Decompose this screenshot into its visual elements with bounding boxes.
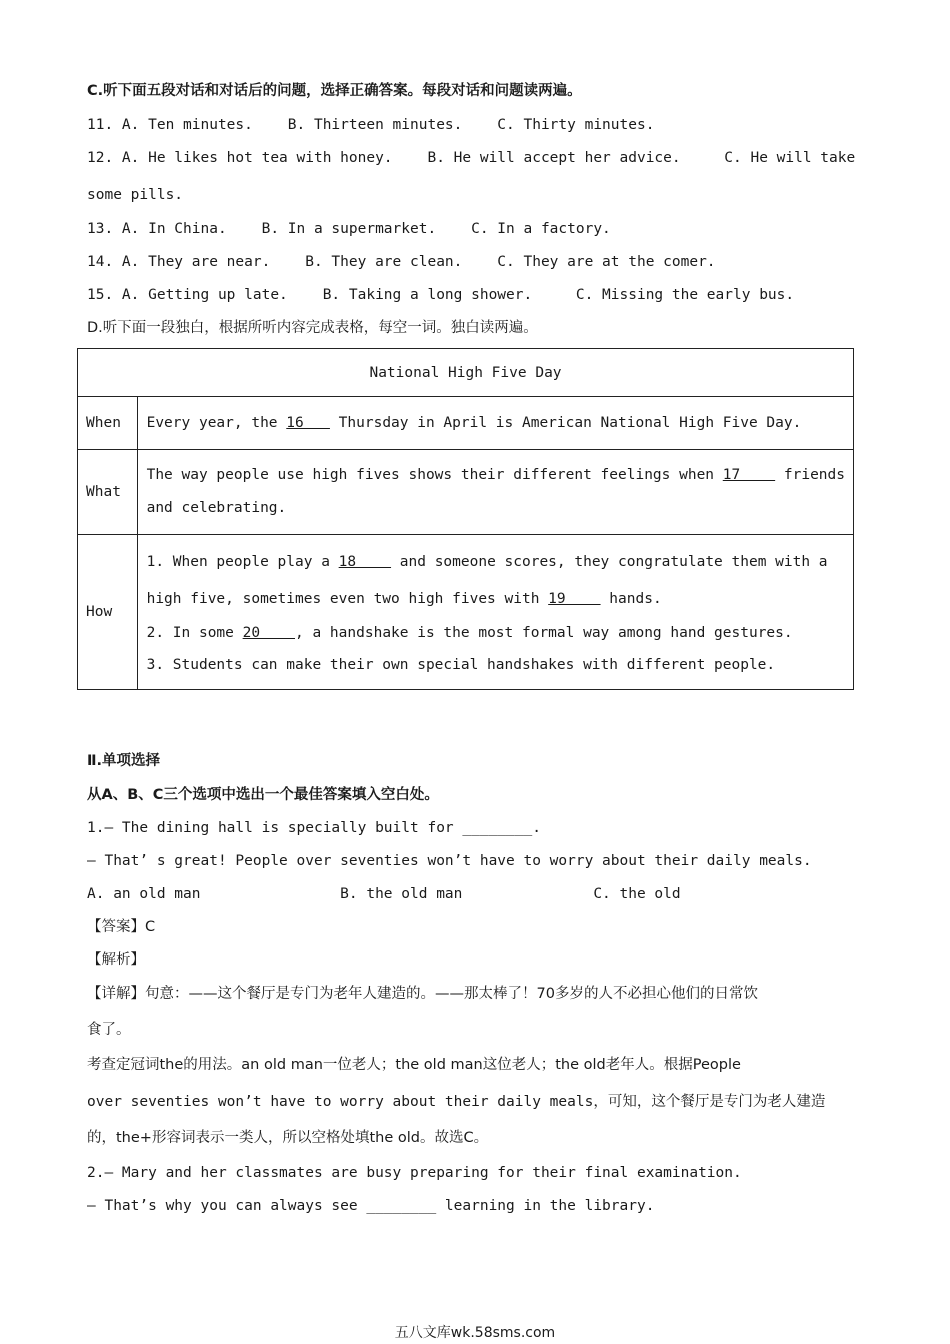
- blank-16: 16: [286, 415, 330, 431]
- section-ii-heading: Ⅱ.单项选择: [87, 753, 161, 769]
- question-2: 2.— Mary and her classmates are busy preparing for their final examination.: [87, 1165, 742, 1181]
- what-label: What: [78, 450, 138, 535]
- high-five-table: [77, 348, 854, 690]
- section-d-heading: D.听下面一段独白，根据所听内容完成表格，每空一词。独白读两遍。: [87, 320, 538, 336]
- detail-line-1: 【详解】句意：——这个餐厅是专门为老年人建造的。——那太棒了！70多岁的人不必担心他们的日常饮: [87, 986, 758, 1002]
- question-1-reply: — That’ s great! People over seventies won’t have to worry about their daily meals.: [87, 853, 812, 869]
- blank-17: 17: [722, 467, 776, 483]
- detail-line-2: 食了。: [87, 1022, 131, 1038]
- footer-watermark: 五八文库wk.58sms.com: [394, 1325, 556, 1341]
- question-1: 1.— The dining hall is specially built for ________.: [87, 820, 541, 836]
- explain-line-2: over seventies won’t have to worry about their daily meals，可知，这个餐厅是专门为老人建造: [87, 1094, 826, 1110]
- question-12-cont: some pills.: [87, 187, 184, 203]
- question-2-reply: — That’s why you can always see ________ learning in the library.: [87, 1198, 655, 1214]
- when-label: When: [78, 397, 138, 450]
- question-14: 14. A. They are near. B. They are clean. C. They are at the comer.: [87, 254, 716, 270]
- when-cell: Every year, the 16 Thursday in April is American National High Five Day.: [137, 397, 853, 450]
- analysis: 【解析】: [87, 952, 145, 968]
- how-cell: 1. When people play a 18 and someone scores, they congratulate them with a high five, sometimes even two high fives with 19 hands. 2. In some 20 , a handshake is the most formal way among hand gestures. 3. Students can make their own special handshakes with different people.: [137, 535, 853, 690]
- question-15: 15. A. Getting up late. B. Taking a long shower. C. Missing the early bus.: [87, 287, 795, 303]
- explain-line-3: 的，the+形容词表示一类人，所以空格处填the old。故选C。: [87, 1130, 489, 1146]
- section-ii-instruction: 从A、B、C三个选项中选出一个最佳答案填入空白处。: [87, 787, 439, 803]
- question-13: 13. A. In China. B. In a supermarket. C. In a factory.: [87, 221, 611, 237]
- table-title: National High Five Day: [78, 349, 854, 397]
- answer: 【答案】C: [87, 919, 156, 935]
- how-label: How: [78, 535, 138, 690]
- section-c-heading: C.听下面五段对话和对话后的问题，选择正确答案。每段对话和问题读两遍。: [87, 83, 582, 99]
- blank-18: 18: [338, 554, 392, 570]
- question-11: 11. A. Ten minutes. B. Thirteen minutes. C. Thirty minutes.: [87, 117, 655, 133]
- what-cell: The way people use high fives shows their different feelings when 17 friends and celebrating.: [137, 450, 853, 535]
- blank-20: 20: [242, 625, 296, 641]
- question-1-options: A. an old man B. the old man C. the old: [87, 886, 681, 902]
- question-12: 12. A. He likes hot tea with honey. B. He will accept her advice. C. He will take: [87, 150, 856, 166]
- blank-19: 19: [548, 591, 601, 607]
- explain-line-1: 考查定冠词the的用法。an old man一位老人；the old man这位老人；the old老年人。根据People: [87, 1057, 741, 1073]
